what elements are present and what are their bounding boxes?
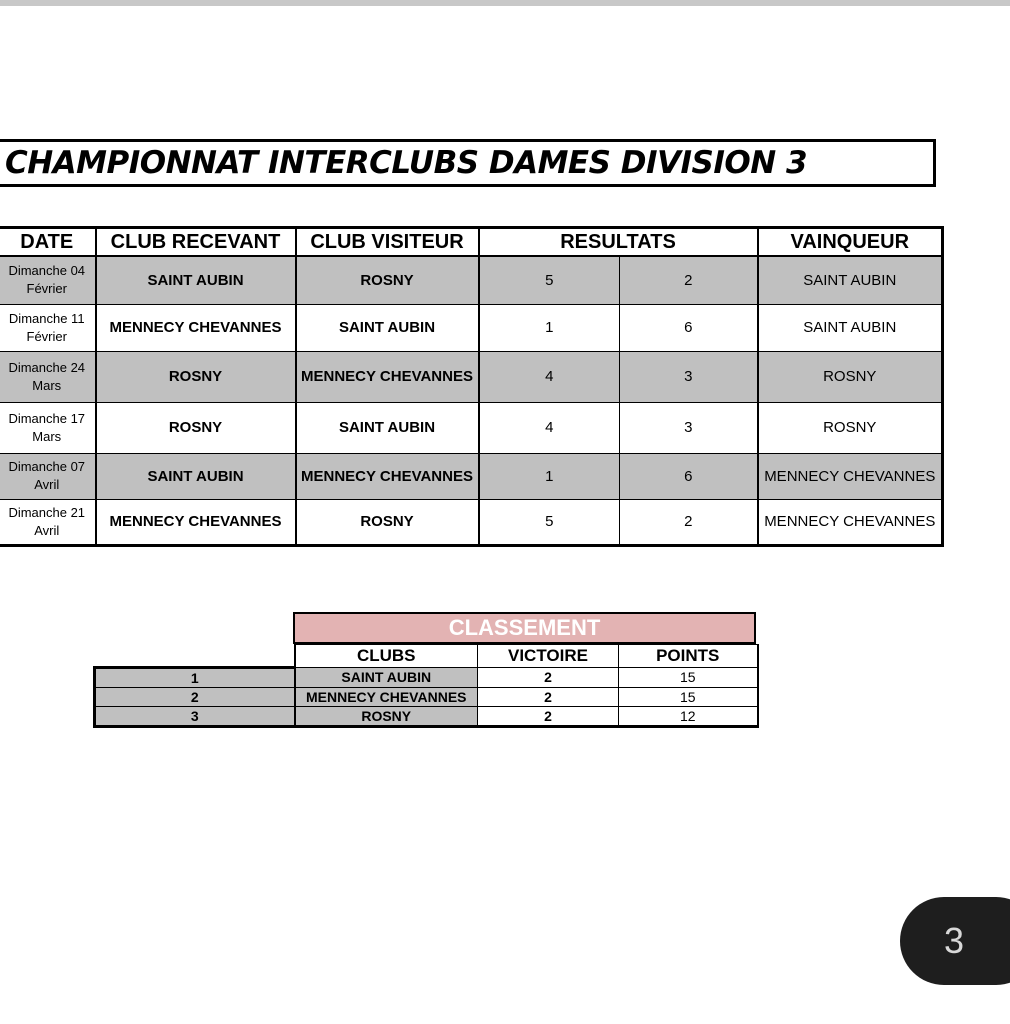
home-score: 4 xyxy=(479,402,620,453)
away-score: 2 xyxy=(620,499,758,545)
home-score: 5 xyxy=(479,499,620,545)
points: 15 xyxy=(619,667,758,687)
header-victories: VICTOIRE xyxy=(478,645,619,668)
away-score: 3 xyxy=(620,351,758,402)
header-winner: VAINQUEUR xyxy=(758,228,943,257)
date-month: Avril xyxy=(34,522,60,538)
away-club: ROSNY xyxy=(296,499,479,545)
standings-club: MENNECY CHEVANNES xyxy=(295,687,478,706)
points: 12 xyxy=(619,706,758,726)
match-row xyxy=(0,304,943,351)
standings-table xyxy=(93,644,759,728)
home-club: MENNECY CHEVANNES xyxy=(96,304,296,351)
home-club: SAINT AUBIN xyxy=(96,453,296,499)
away-score: 6 xyxy=(620,304,758,351)
title-banner xyxy=(0,139,936,187)
away-club: SAINT AUBIN xyxy=(296,304,479,351)
away-score: 3 xyxy=(620,402,758,453)
winner: SAINT AUBIN xyxy=(758,304,943,351)
standings-title: CLASSEMENT xyxy=(293,612,756,644)
winner: MENNECY CHEVANNES xyxy=(758,499,943,545)
page-title: CHAMPIONNAT INTERCLUBS DAMES DIVISION 3 xyxy=(4,145,808,181)
date-day: Dimanche 04 xyxy=(8,263,86,279)
match-date xyxy=(0,304,96,351)
date-day: Dimanche 11 xyxy=(8,310,85,326)
page-number-badge xyxy=(900,897,1010,985)
standings-header-spacer xyxy=(95,645,295,668)
date-month: Février xyxy=(26,328,67,344)
home-club: ROSNY xyxy=(96,351,296,402)
match-row xyxy=(0,499,943,545)
points: 15 xyxy=(619,687,758,706)
match-table-header xyxy=(0,228,943,257)
match-results-table xyxy=(0,226,944,547)
date-day: Dimanche 17 xyxy=(8,410,86,426)
match-date xyxy=(0,453,96,499)
rank: 2 xyxy=(95,687,295,706)
standings-row xyxy=(95,667,758,687)
standings-club: SAINT AUBIN xyxy=(295,667,478,687)
match-date xyxy=(0,351,96,402)
home-score: 5 xyxy=(479,256,620,304)
standings-club: ROSNY xyxy=(295,706,478,726)
page-number: 3 xyxy=(944,920,965,961)
victories: 2 xyxy=(478,706,619,726)
away-club: ROSNY xyxy=(296,256,479,304)
header-home-club: CLUB RECEVANT xyxy=(96,228,296,257)
date-month: Mars xyxy=(32,428,62,444)
header-away-club: CLUB VISITEUR xyxy=(296,228,479,257)
date-month: Avril xyxy=(34,477,60,492)
date-day: Dimanche 24 xyxy=(8,359,86,375)
standings-row xyxy=(95,706,758,726)
date-month: Février xyxy=(26,281,67,297)
winner: MENNECY CHEVANNES xyxy=(758,453,943,499)
home-score: 1 xyxy=(479,453,620,499)
home-club: MENNECY CHEVANNES xyxy=(96,499,296,545)
victories: 2 xyxy=(478,687,619,706)
away-club: MENNECY CHEVANNES xyxy=(296,453,479,499)
home-score: 4 xyxy=(479,351,620,402)
away-club: MENNECY CHEVANNES xyxy=(296,351,479,402)
match-date xyxy=(0,499,96,545)
match-row xyxy=(0,402,943,453)
match-date xyxy=(0,256,96,304)
header-clubs: CLUBS xyxy=(295,645,478,668)
match-row xyxy=(0,256,943,304)
match-row xyxy=(0,453,943,499)
header-date: DATE xyxy=(0,228,96,257)
winner: SAINT AUBIN xyxy=(758,256,943,304)
standings-header xyxy=(95,645,758,668)
rank: 1 xyxy=(95,667,295,687)
home-score: 1 xyxy=(479,304,620,351)
header-results: RESULTATS xyxy=(479,228,758,257)
standings-row xyxy=(95,687,758,706)
away-score: 2 xyxy=(620,256,758,304)
away-score: 6 xyxy=(620,453,758,499)
home-club: ROSNY xyxy=(96,402,296,453)
victories: 2 xyxy=(478,667,619,687)
winner: ROSNY xyxy=(758,402,943,453)
date-month: Mars xyxy=(32,377,62,393)
winner: ROSNY xyxy=(758,351,943,402)
date-day: Dimanche 21 xyxy=(8,504,86,520)
rank: 3 xyxy=(95,706,295,726)
away-club: SAINT AUBIN xyxy=(296,402,479,453)
date-day: Dimanche 07 xyxy=(8,459,86,474)
top-divider xyxy=(0,0,1010,6)
home-club: SAINT AUBIN xyxy=(96,256,296,304)
match-row xyxy=(0,351,943,402)
match-date xyxy=(0,402,96,453)
header-points: POINTS xyxy=(619,645,758,668)
